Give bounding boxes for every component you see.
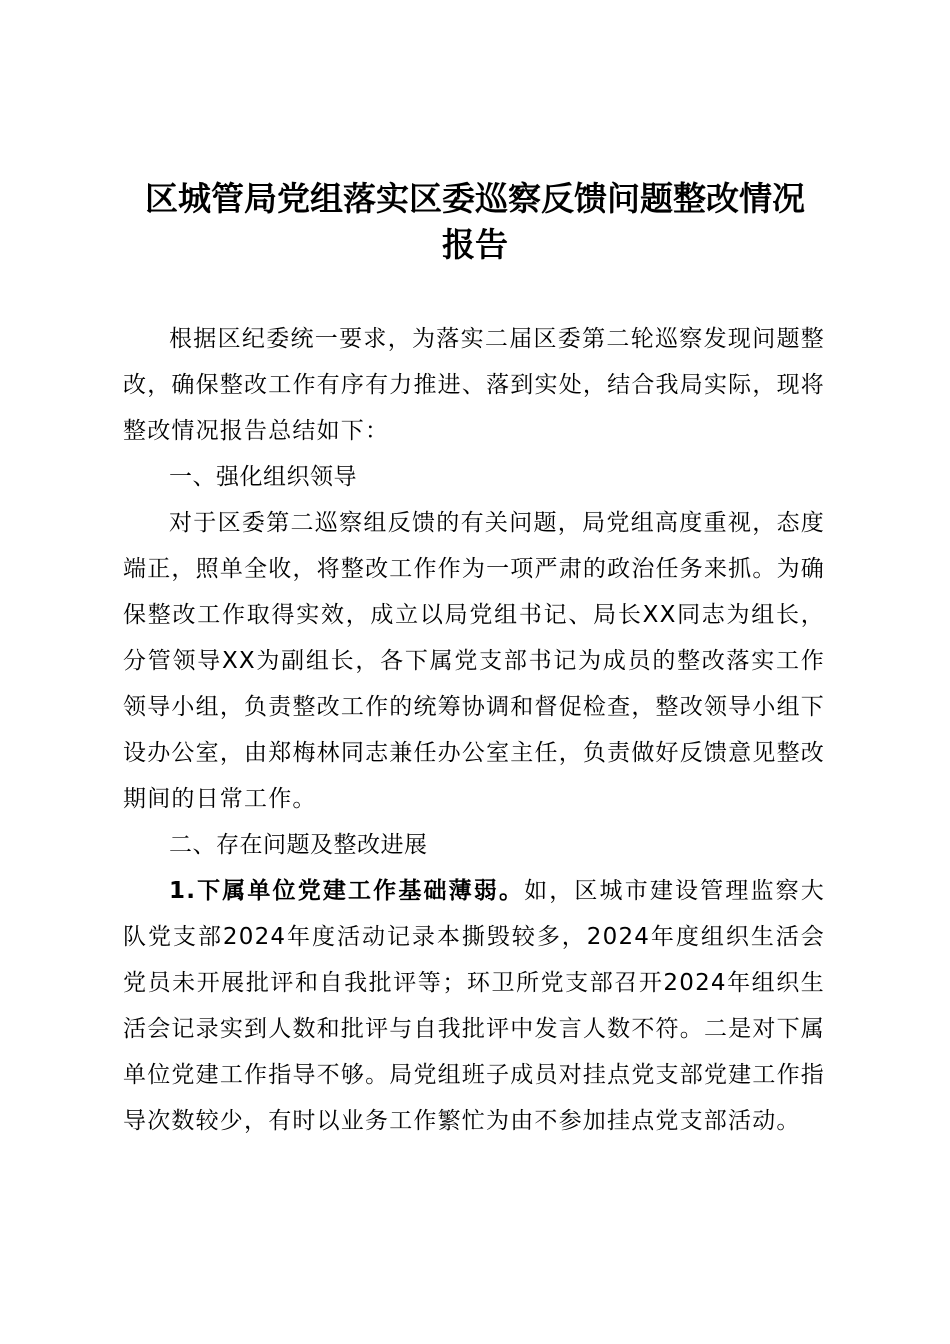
section-2-heading: 二、存在问题及整改进展	[169, 832, 428, 858]
title-line-1: 区城管局党组落实区委巡察反馈问题整改情况	[145, 179, 805, 218]
item-1-body: 如，区城市建设管理监察大队党支部2024年度活动记录本撕毁较多，2024年度组织生活会党员未开展批评和自我批评等；环卫所党支部召开2024年组织生活会记录实到人数和批评与自我批评中发言人数不符。二是对下属单位党建工作指导不够。局党组班子成员对挂点党支部党建工作指导次数较少，有时以业务工作繁忙为由不参加挂点党支部活动。	[123, 878, 825, 1134]
section-1-heading: 一、强化组织领导	[169, 464, 357, 490]
document-body	[123, 316, 825, 1144]
item-1-paragraph	[123, 868, 825, 1144]
title-line-2: 报告	[442, 225, 508, 264]
intro-paragraph: 根据区纪委统一要求，为落实二届区委第二轮巡察发现问题整改，确保整改工作有序有力推进、落到实处，结合我局实际，现将整改情况报告总结如下：	[123, 326, 825, 444]
document-title	[100, 176, 850, 268]
item-1-title: 1.下属单位党建工作基础薄弱。	[169, 878, 525, 904]
section-1-paragraph: 对于区委第二巡察组反馈的有关问题，局党组高度重视，态度端正，照单全收，将整改工作作为一项严肃的政治任务来抓。为确保整改工作取得实效，成立以局党组书记、局长XX同志为组长，分管领导XX为副组长，各下属党支部书记为成员的整改落实工作领导小组，负责整改工作的统筹协调和督促检查，整改领导小组下设办公室，由郑梅林同志兼任办公室主任，负责做好反馈意见整改期间的日常工作。	[123, 510, 825, 812]
